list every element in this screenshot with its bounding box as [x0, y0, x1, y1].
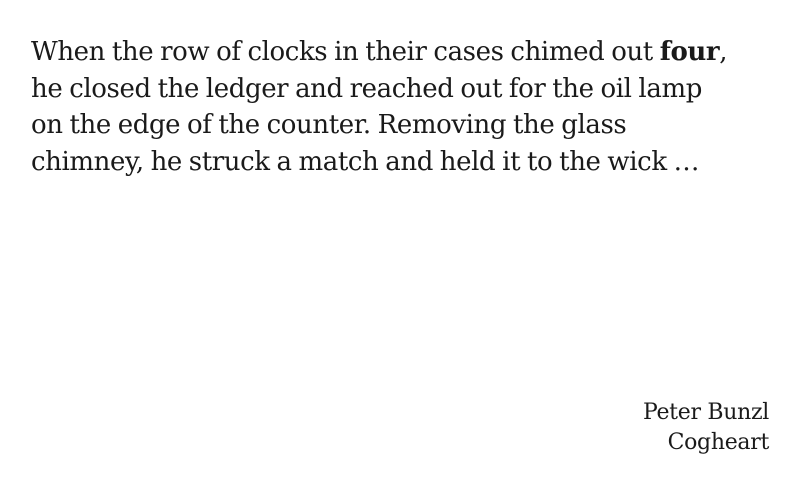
book-title: Cogheart [667, 430, 769, 455]
passage-line-1-punctuation: , [719, 37, 728, 67]
author-name: Peter Bunzl [642, 400, 769, 425]
passage-line-1-text: When the row of clocks in their cases chimed out [31, 37, 660, 67]
passage-line-4: chimney, he struck a match and held it to the wick … [31, 146, 700, 177]
quote-passage [31, 34, 781, 180]
passage-line-1 [31, 34, 781, 71]
passage-line-2: he closed the ledger and reached out for the oil lamp [31, 73, 702, 104]
emphasized-word: four [659, 37, 720, 67]
passage-line-3: on the edge of the counter. Removing the glass [31, 110, 627, 140]
attribution [643, 398, 769, 458]
